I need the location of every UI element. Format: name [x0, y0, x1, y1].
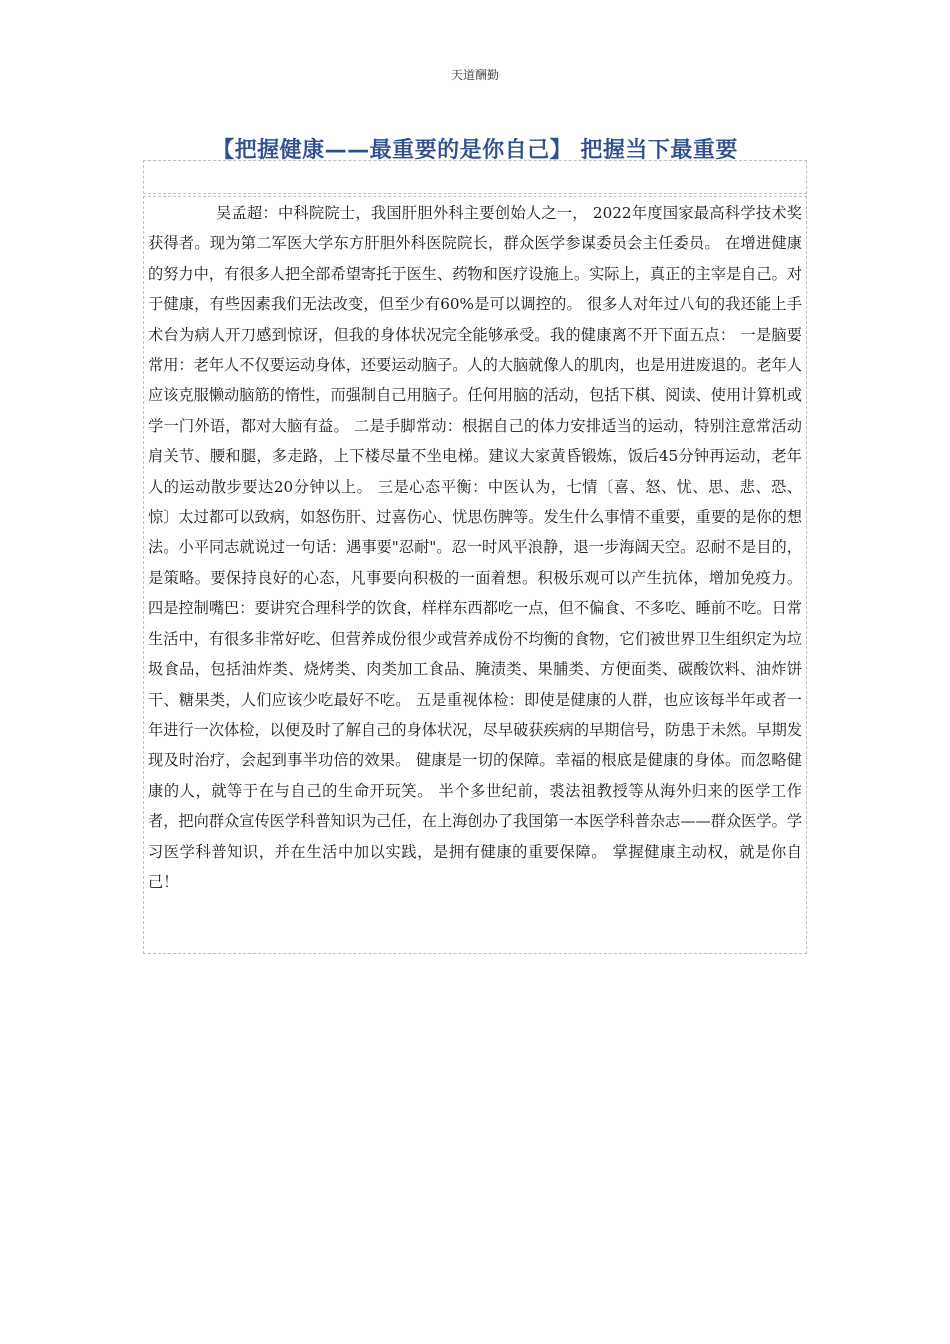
page-header: 天道酬勤 — [450, 68, 499, 82]
document-title: 【把握健康——最重要的是你自己】 把握当下最重要 — [212, 138, 738, 163]
title-frame — [143, 160, 807, 194]
article-body: 吴孟超：中科院院士，我国肝胆外科主要创始人之一， 2022年度国家最高科学技术奖获得者。现为第二军医大学东方肝胆外科医院院长，群众医学参谋委员会主任委员。 在增进健康的努力中，有很多人把全部希望寄托于医生、药物和医疗设施上。实际上，真正的主宰是自己。对于健康，有些因素我们无法改变，但至少有60%是可以调控的。 很多人对年过八旬的我还能上手术台为病人开刀感到惊讶，但我的身体状况完全能够承受。我的健康离不开下面五点： 一是脑要常用：老年人不仅要运动身体，还要运动脑子。人的大脑就像人的肌肉，也是用进废退的。老年人应该克服懒动脑筋的惰性，而强制自己用脑子。任何用脑的活动，包括下棋、阅读、使用计算机或学一门外语，都对大脑有益。 二是手脚常动：根据自己的体力安排适当的运动，特别注意常活动肩关节、腰和腿，多走路，上下楼尽量不坐电梯。建议大家黄昏锻炼，饭后45分钟再运动，老年人的运动散步要达20分钟以上。 三是心态平衡：中医认为，七情〔喜、怒、忧、思、悲、恐、惊〕太过都可以致病，如怒伤肝、过喜伤心、忧思伤脾等。发生什么事情不重要，重要的是你的想法。小平同志就说过一句话：遇事要"忍耐"。忍一时风平浪静，退一步海阔天空。忍耐不是目的，是策略。要保持良好的心态，凡事要向积极的一面着想。积极乐观可以产生抗体，增加免疫力。 四是控制嘴巴：要讲究合理科学的饮食，样样东西都吃一点，但不偏食、不多吃、睡前不吃。日常生活中，有很多非常好吃、但营养成份很少或营养成份不均衡的食物，它们被世界卫生组织定为垃圾食品，包括油炸类、烧烤类、肉类加工食品、腌渍类、果脯类、方便面类、碳酸饮料、油炸饼干、糖果类，人们应该少吃最好不吃。 五是重视体检：即使是健康的人群，也应该每半年或者一年进行一次体检，以便及时了解自己的身体状况，尽早破获疾病的早期信号，防患于未然。早期发现及时治疗，会起到事半功倍的效果。 健康是一切的保障。幸福的根底是健康的身体。而忽略健康的人，就等于在与自己的生命开玩笑。 半个多世纪前，裘法祖教授等从海外归来的医学工作者，把向群众宣传医学科普知识为己任，在上海创办了我国第一本医学科普杂志——群众医学。学习医学科普知识，并在生活中加以实践，是拥有健康的重要保障。 掌握健康主动权，就是你自己！ — [148, 204, 802, 891]
